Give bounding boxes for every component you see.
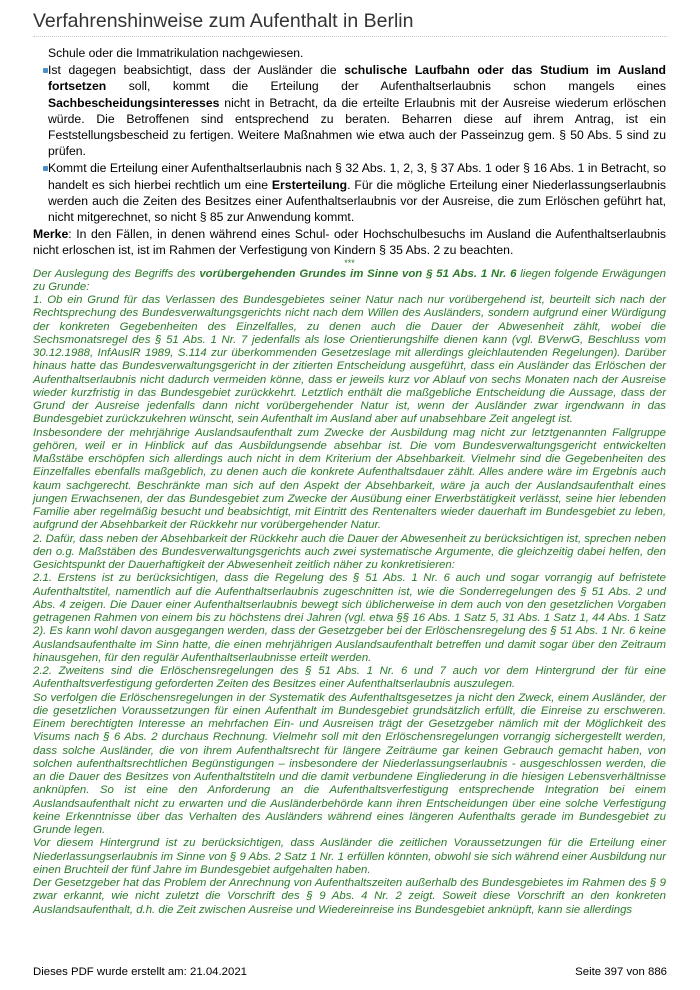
commentary-paragraph: So verfolgen die Erlöschensregelungen in der Systematik des Aufenthaltsgesetzes ja nicht den Zweck, einem Ausländer, der die gesetzlichen Voraussetzungen für einen Aufenthalt im Bundesgebiet grundsätzlich erfüllt, die Einreise zu erschweren. Einem berechtigten Interesse an mehrfachen Ein- und Ausreisen trägt der Gesetzgeber nämlich mit der Möglichkeit des Visums nach § 6 Abs. 2 durchaus Rechnung. Vielmehr soll mit den Erlöschensregelungen vorrangig sichergestellt werden, dass solche Ausländer, die von ihrem Aufenthaltsrecht für längere Zeiträume gar keinen Gebrauch gemacht haben, von solchen aufenthaltsrechtlichen Begünstigungen – insbesondere der Niederlassungserlaubnis - ausgeschlossen werden, die an die Dauer des Besitzes von Aufenthaltstiteln und die damit verbundene Eingliederung in die hiesigen Lebensverhältnisse anknüpfen. So ist eine den Anforderung an die Aufenthaltsverfestigung entsprechende Integration bei einem Auslandsaufenthalt nicht zu erwarten und die Ausländerbehörde kann ihren Entscheidungen über eine solche Verfestigung keine Erkenntnisse über das Verhalten des Ausländers während eines längeren Aufenthalts gerade im Bundesgebiet zu Grunde legen. <box>33 691 666 837</box>
merke-text: : In den Fällen, in denen während eines Schul- oder Hochschulbesuchs im Ausland die Aufenthaltserlaubnis nicht erloschen ist, ist im Rahmen der Verfestigung von Kindern § 35 Abs. 2 zu beachten. <box>33 227 666 258</box>
commentary-paragraph: 2.2. Zweitens sind die Erlöschensregelungen des § 51 Abs. 1 Nr. 6 und 7 auch vor dem Hintergrund der für eine Aufenthaltsverfestigung geforderten Zeiten des Besitzes einer Aufenthaltserlaubnis auszulegen. <box>33 665 666 691</box>
bullet-text: . Für die mögliche Erteilung einer Niederlassungserlaubnis werden auch die Zeiten des Besitzes einer Aufenthaltserlaubnis vor der Ausreise, die zum Erlöschen geführt hat, nicht mitgerechnet, so nicht § 85 zur Anwendung kommt. <box>48 177 666 225</box>
commentary-section <box>33 268 666 917</box>
commentary-paragraph: Vor diesem Hintergrund ist zu berücksichtigen, dass Ausländer die zeitlichen Voraussetzungen für die Erteilung einer Niederlassungserlaubnis im Sinne von § 9 Abs. 2 Satz 1 Nr. 1 erfüllen könnten, obwohl sie sich während einer Ausbildung nur einen Bruchteil der fünf Jahre im Bundesgebiet aufgehalten haben. <box>33 837 666 876</box>
page-header-title: Verfahrenshinweise zum Aufenthalt in Berlin <box>33 10 667 37</box>
bullet-text: Ist dagegen beabsichtigt, dass der Ausländer die <box>48 63 345 78</box>
bullet-text: nicht in Betracht, da die erteilte Erlaubnis mit der Ausreise wiederum erlöschen würde. Die Betroffenen sind entsprechend zu beraten. Beharren diese auf ihrem Antrag, ist ein Feststellungsbescheid zu fertigen. Weitere Maßnahmen wie etwa auch der Passeinzug gem. § 50 Abs. 5 sind zu prüfen. <box>48 95 666 159</box>
commentary-paragraph: 2. Dafür, dass neben der Absehbarkeit der Rückkehr auch die Dauer der Abwesenheit zu berücksichtigen ist, sprechen neben den o.g. Maßstäben des Bundesverwaltungsgerichts auch zwei systematische Argumente, die gleichzeitig dabei helfen, den Gesichtspunkt der Dauerhaftigkeit der Abwesenheit zeitlich näher zu konkretisieren: <box>33 532 666 572</box>
bullet-item-2 <box>33 160 666 225</box>
bullet-square-icon <box>43 68 48 73</box>
merke-label: Merke <box>33 227 69 242</box>
merke-note <box>33 226 666 258</box>
continuation-text: Schule oder die Immatrikulation nachgewiesen. <box>48 46 304 60</box>
commentary-intro: Der Auslegung des Begriffs des vorübergehenden Grundes im Sinne von § 51 Abs. 1 Nr. 6 liegen folgende Erwägungen zu Grunde: <box>33 267 667 293</box>
commentary-paragraph: 1. Ob ein Grund für das Verlassen des Bundesgebietes seiner Natur nach nur vorübergehend ist, beurteilt sich nach der Rechtsprechung des Bundesverwaltungsgerichts nicht nach dem Willen des Ausländers, sondern aufgrund einer Würdigung der konkreten Gegebenheiten des Einzelfalles, zu denen auch die Dauer der Abwesenheit zählt, wobei die Sechsmonatsregel des § 51 Abs. 1 Nr. 7 jedenfalls als lose Orientierungshilfe dienen kann (vgl. BVerwG, Beschluss vom 30.12.1988, InfAuslR 1989, S.114 zur überkommenden Gesetzeslage mit allerdings gleichlautenden Regelungen). Darüber hinaus hatte das Bundesverwaltungsgericht in der zitierten Entscheidung ausgeführt, dass ein Ausländer das Erlöschen der Aufenthaltserlaubnis nicht dadurch vermeiden könne, dass er jeweils kurz vor Ablauf von sechs Monaten nach der Ausreise wieder kurzfristig in das Bundesgebiet zurückkehrt. Letztlich enthält die maßgebliche Entscheidung die Aussage, dass der Grund der Ausreise jedenfalls dann nicht vorübergehender Natur ist, wenn der Ausländer zwar irgendwann in das Bundesgebiet zurückzukehren wünscht, sein Aufenthalt im Ausland aber auf unabsehbare Zeit angelegt ist. <box>33 294 666 426</box>
bullet-text: Kommt die Erteilung einer Aufenthaltserlaubnis nach § 32 Abs. 1, 2, 3, § 37 Abs. 1 oder § 16 Abs. 1 in Betracht, so handelt es sich hierbei rechtlich um eine <box>48 161 666 192</box>
commentary-paragraph: 2.1. Erstens ist zu berücksichtigen, dass die Regelung des § 51 Abs. 1 Nr. 6 auch und sogar vorrangig auf befristete Aufenthaltstitel, namentlich auf die Aufenthaltserlaubnis zugeschnitten ist, wie die Sonderregelungen des § 51 Abs. 2 und Abs. 4 zeigen. Die Dauer einer Aufenthaltserlaubnis bewegt sich üblicherweise in dem auch von den gesetzlichen Vorgaben getragenen Rahmen von einem bis zu höchstens drei Jahren (vgl. etwa §§ 16 Abs. 1 Satz 5, 31 Abs. 1 Satz 1, 44 Abs. 1 Satz 2). Es kann wohl davon ausgegangen werden, dass der Gesetzgeber bei der Erlöschensregelung des § 51 Abs. 1 Nr. 6 keine Auslandsaufenthalte im Sinn hatte, die einen mehrjährigen Auslandsaufenthalt betreffen und damit sogar über den Zeitraum hinausgehen, für den regulär Aufenthaltserlaubnisse erteilt werden. <box>33 572 666 664</box>
bullet-item-1 <box>33 62 666 159</box>
commentary-paragraph: Insbesondere der mehrjährige Auslandsaufenthalt zum Zwecke der Ausbildung mag nicht zur letztgenannten Fallgruppe gehören, weil er in Hinblick auf das Ausbildungsende absehbar ist. Die vom Bundesverwaltungsgericht entwickelten Maßstäbe erschöpfen sich allerdings auch nicht in dem Kriterium der Absehbarkeit. Vielmehr sind die Gegebenheiten des Einzelfalles ebenfalls maßgeblich, zu denen auch die konkrete Aufenthaltsdauer zählt. Alles andere wäre im Ergebnis auch kaum sachgerecht. Beschränkte man sich auf den Aspekt der Absehbarkeit, wäre ja auch der Auslandsaufenthalt eines jungen Erwachsenen, der das Bundesgebiet zum Zwecke der Ausübung einer Erwerbstätigkeit verlässt, seine hier lebenden Familie aber regelmäßig besucht und beabsichtigt, mit Eintritt des Rentenalters wieder dauerhaft im Bundesgebiet zu leben, aufgrund der Absehbarkeit der Rückkehr nur vorübergehender Natur. <box>33 426 666 532</box>
section-separator: *** <box>344 257 355 268</box>
bullet-bold-text: Sachbescheidungsinteresses <box>48 95 220 110</box>
page-content <box>33 45 666 917</box>
commentary-intro-bold: vorübergehenden Grundes im Sinne von § 51 Abs. 1 Nr. 6 <box>199 267 517 280</box>
footer-created-date: Dieses PDF wurde erstellt am: 21.04.2021 <box>33 966 247 978</box>
bullet-text: soll, kommt die Erteilung der Aufenthaltserlaubnis schon mangels eines <box>106 79 666 94</box>
bullet-bold-text: schulische Laufbahn oder das Studium im Ausland fortsetzen <box>48 63 667 94</box>
footer-page-number: Seite 397 von 886 <box>575 966 667 978</box>
bullet-square-icon <box>43 166 48 171</box>
bullet-bold-text: Ersterteilung <box>271 177 348 192</box>
commentary-paragraph: Der Gesetzgeber hat das Problem der Anrechnung von Aufenthaltszeiten außerhalb des Bundesgebietes im Rahmen des § 9 zwar erkannt, wie nicht zuletzt die Vorschrift des § 9 Abs. 4 Nr. 2 zeigt. Soweit diese Vorschrift an den konkreten Auslandsaufenthalt, d.h. die Zeit zwischen Ausreise und Wiedereinreise ins Bundesgebiet anknüpft, kann sie allerdings <box>33 877 666 916</box>
